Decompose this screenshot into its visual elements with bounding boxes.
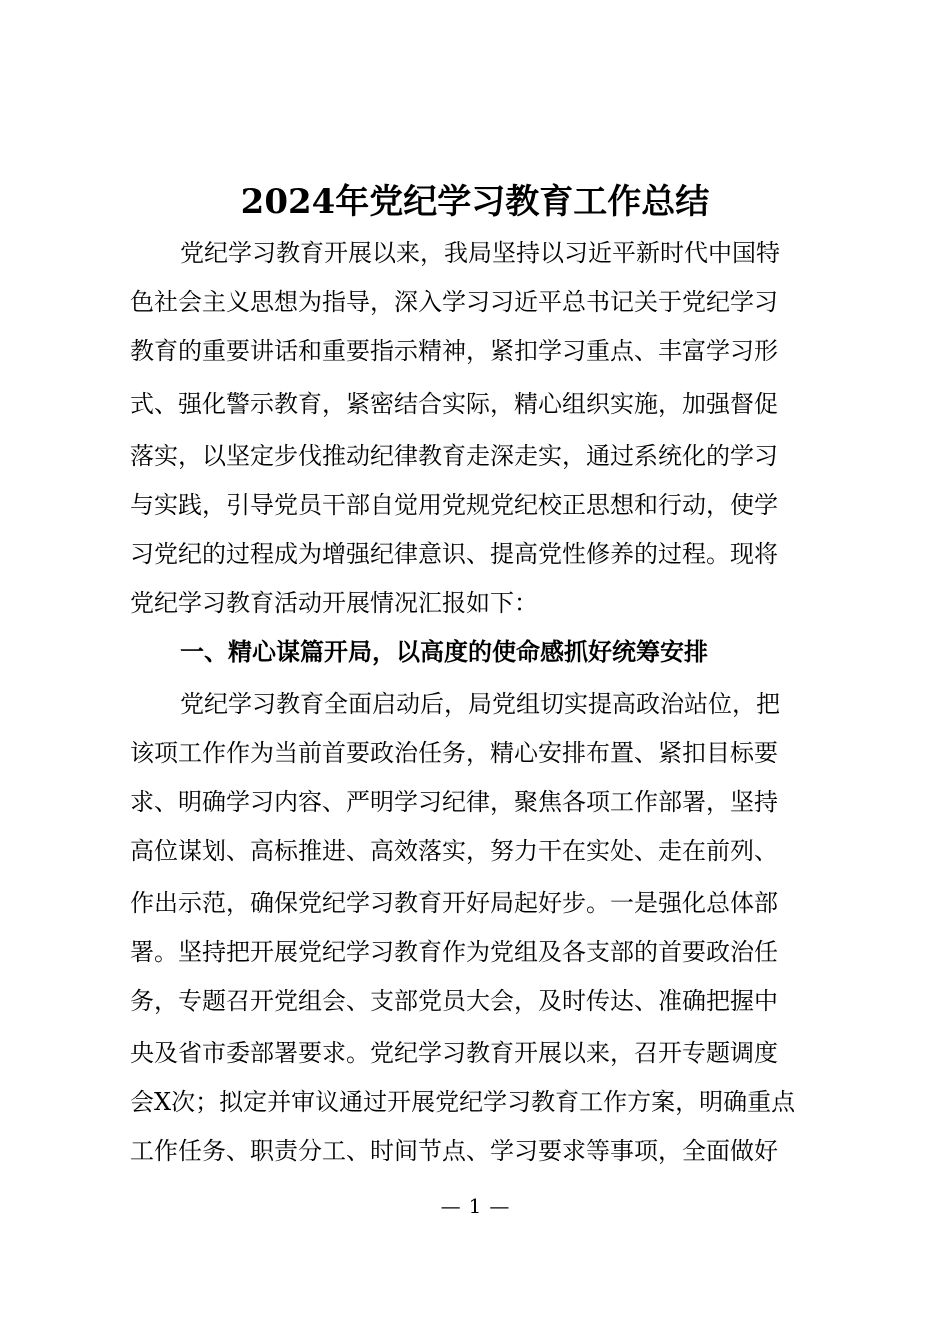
paragraph-line: 党纪学习教育活动开展情况汇报如下：	[130, 589, 538, 617]
paragraph-line: 高位谋划、高标推进、高效落实，努力干在实处、走在前列、	[130, 837, 778, 865]
paragraph-line: 习党纪的过程成为增强纪律意识、提高党性修养的过程。现将	[130, 540, 778, 568]
paragraph-line: 求、明确学习内容、严明学习纪律，聚焦各项工作部署，坚持	[130, 788, 778, 816]
document-title: 2024年党纪学习教育工作总结	[240, 182, 710, 222]
paragraph-line: 央及省市委部署要求。党纪学习教育开展以来，召开专题调度	[130, 1039, 778, 1067]
paragraph-line: 务，专题召开党组会、支部党员大会，及时传达、准确把握中	[130, 987, 778, 1015]
page-number-dash-right: —	[489, 1194, 510, 1218]
paragraph-line: 会X次；拟定并审议通过开展党纪学习教育工作方案，明确重点	[130, 1088, 796, 1116]
paragraph-line: 教育的重要讲话和重要指示精神，紧扣学习重点、丰富学习形	[130, 337, 778, 365]
section-heading: 一、精心谋篇开局，以高度的使命感抓好统筹安排	[180, 638, 708, 666]
page-number-dash-left: —	[440, 1194, 461, 1218]
paragraph-line: 该项工作作为当前首要政治任务，精心安排布置、紧扣目标要	[130, 739, 778, 767]
paragraph-line: 工作任务、职责分工、时间节点、学习要求等事项，全面做好	[130, 1137, 778, 1165]
paragraph-line: 署。坚持把开展党纪学习教育作为党组及各支部的首要政治任	[130, 938, 778, 966]
paragraph-line: 与实践，引导党员干部自觉用党规党纪校正思想和行动，使学	[130, 491, 778, 519]
paragraph-line: 式、强化警示教育，紧密结合实际，精心组织实施，加强督促	[130, 390, 778, 418]
paragraph-line: 落实，以坚定步伐推动纪律教育走深走实，通过系统化的学习	[130, 442, 778, 470]
page-number: 1	[468, 1194, 482, 1218]
paragraph-line: 作出示范，确保党纪学习教育开好局起好步。一是强化总体部	[130, 889, 778, 917]
paragraph-line: 党纪学习教育开展以来，我局坚持以习近平新时代中国特	[180, 239, 780, 267]
paragraph-line: 色社会主义思想为指导，深入学习习近平总书记关于党纪学习	[130, 288, 778, 316]
page-number-footer	[0, 1190, 950, 1222]
paragraph-line: 党纪学习教育全面启动后，局党组切实提高政治站位，把	[180, 690, 780, 718]
